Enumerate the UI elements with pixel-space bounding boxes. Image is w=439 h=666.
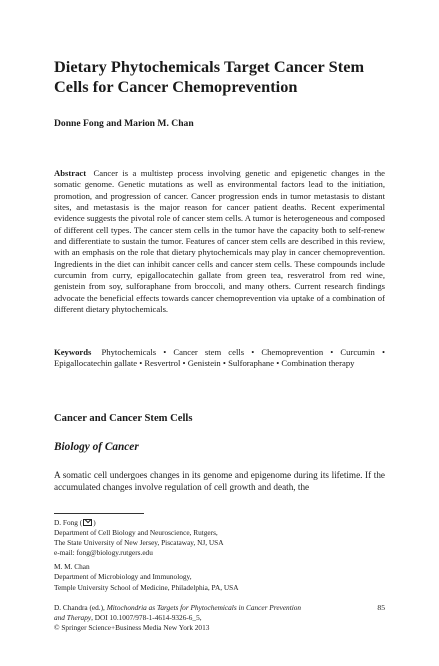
page-number: 85 <box>377 603 385 612</box>
keywords <box>54 347 385 370</box>
keywords-text: Phytochemicals • Cancer stem cells • Chemoprevention • Curcumin • Epigallocatechin gallate • Resvertrol • Genistein • Sulforaphane • Combination therapy <box>54 347 386 369</box>
citation-copyright: © Springer Science+Business Media New York 2013 <box>54 623 210 633</box>
author-email-fong: e-mail: fong@biology.rutgers.edu <box>54 548 153 558</box>
citation-line-2 <box>54 613 354 623</box>
subsection-heading: Biology of Cancer <box>54 441 139 453</box>
affiliation-univ-fong: The State University of New Jersey, Piscataway, NJ, USA <box>54 538 224 548</box>
affiliation-name-line <box>54 518 385 528</box>
keywords-label: Keywords <box>54 347 92 357</box>
author-name-fong-close: ) <box>93 518 96 527</box>
citation-book-title: Mitochondria as Targets for Phytochemicals in Cancer Prevention <box>106 603 302 612</box>
citation-doi: , DOI 10.1007/978-1-4614-9326-6_5, <box>91 613 202 623</box>
affiliation-univ-chan: Temple University School of Medicine, Philadelphia, PA, USA <box>54 582 239 592</box>
author-affiliations <box>54 518 385 597</box>
section-heading: Cancer and Cancer Stem Cells <box>54 413 193 424</box>
author-name-fong: D. Fong ( <box>54 518 83 527</box>
body-paragraph: A somatic cell undergoes changes in its genome and epigenome during its lifetime. If the accumulated changes involve regulation of cell growth and death, the <box>54 470 385 493</box>
citation-book-title-cont: and Therapy <box>54 613 92 623</box>
envelope-icon <box>83 519 92 526</box>
abstract-label: Abstract <box>54 168 87 178</box>
affiliation-chan <box>54 562 385 592</box>
abstract <box>54 168 385 315</box>
author-list: Donne Fong and Marion M. Chan <box>54 118 194 129</box>
book-citation <box>54 603 354 633</box>
paper-title: Dietary Phytochemicals Target Cancer Stem Cells for Cancer Chemoprevention <box>54 57 365 96</box>
author-name-chan: M. M. Chan <box>54 562 90 572</box>
footnote-divider <box>54 513 144 514</box>
affiliation-dept-fong: Department of Cell Biology and Neuroscience, Rutgers, <box>54 528 218 538</box>
abstract-text: Cancer is a multistep process involving genetic and epigenetic changes in the somatic genome. Genetic mutations as well as environmental factors lead to the initiation, promotion, and progression of cancer. Cancer progression ends in tumor metastasis to distant sites, and metastasis is the major reason for cancer patient deaths. Recent experimental evidence suggests the pivotal role of cancer stem cells. A tumor is heterogeneous and composed of different cell types. The cancer stem cells in the tumor have the capacity both to self-renew and differentiate to sustain the tumor. Features of cancer stem cells are described in this review, with an emphasis on the role that dietary phytochemicals may play in cancer chemoprevention. Ingredients in the diet can inhibit cancer cells and cancer stem cells. These compounds include curcumin from curry, epigallocatechin gallate from green tea, resveratrol from red wine, genistein from soy, sulforaphane from broccoli, and many others. Current research findings advocate the beneficial effects towards cancer chemoprevention via uptake of a combination of different dietary phytochemicals. <box>54 168 385 315</box>
citation-editor: D. Chandra (ed.), <box>54 603 107 612</box>
citation-line-1 <box>54 603 354 613</box>
affiliation-fong <box>54 518 385 558</box>
affiliation-dept-chan: Department of Microbiology and Immunology, <box>54 572 192 582</box>
